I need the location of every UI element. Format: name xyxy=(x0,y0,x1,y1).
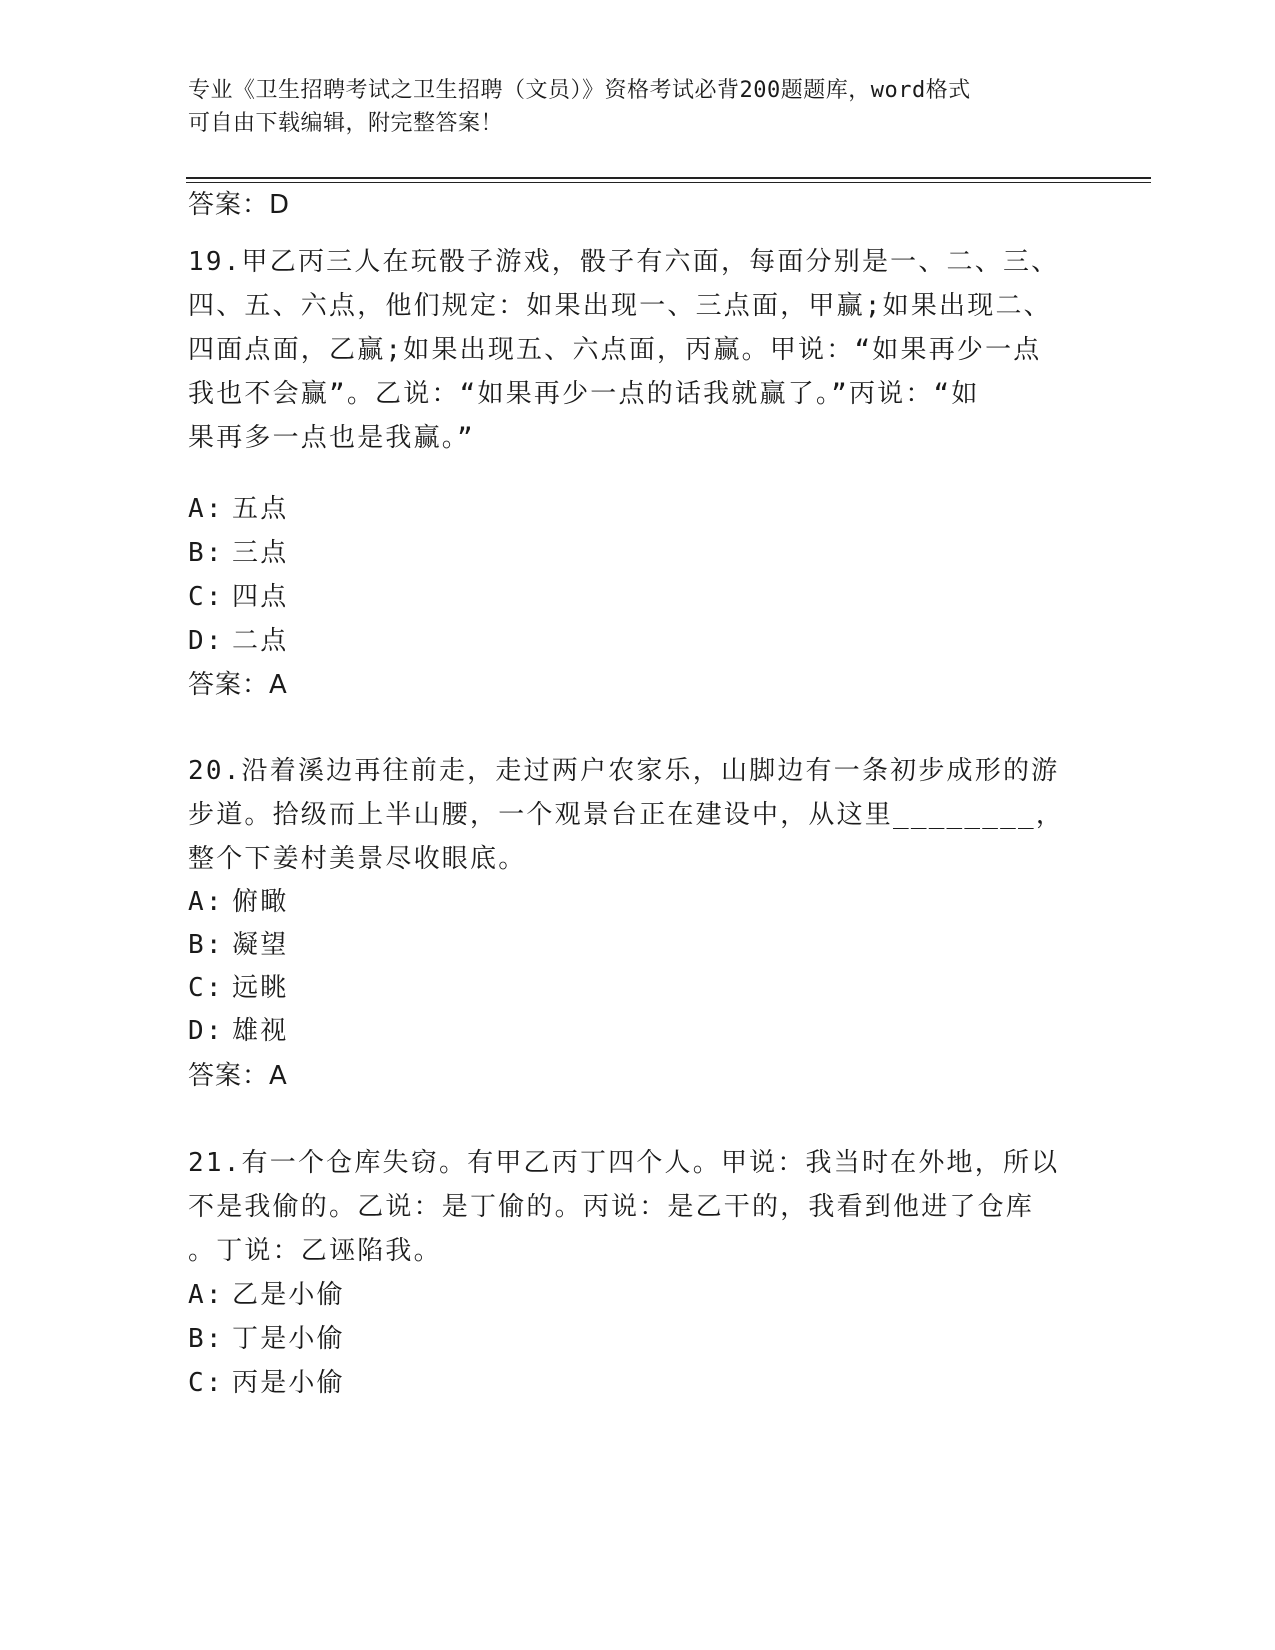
header-divider-thick xyxy=(186,177,1151,179)
q19-line-3: 四面点面，乙赢;如果出现五、六点面，丙赢。甲说：“如果再少一点 xyxy=(188,335,1042,365)
page-header xyxy=(188,74,1068,140)
q20-line-2: 步道。拾级而上半山腰，一个观景台正在建设中，从这里________， xyxy=(188,800,1065,830)
q19-line-5: 果再多一点也是我赢。” xyxy=(188,423,475,453)
option-text: 五点 xyxy=(232,494,289,524)
q21-option-b xyxy=(188,1324,345,1354)
option-key: B: xyxy=(188,1324,224,1354)
option-key: C: xyxy=(188,1368,224,1398)
q20-option-d xyxy=(188,1016,288,1046)
q19-option-b xyxy=(188,538,288,568)
q20-answer: 答案：A xyxy=(188,1061,288,1091)
q20-line-1: 20.沿着溪边再往前走，走过两户农家乐，山脚边有一条初步成形的游 xyxy=(188,756,1060,786)
option-key: C: xyxy=(188,582,224,612)
q21-line-2: 不是我偷的。乙说：是丁偷的。丙说：是乙干的，我看到他进了仓库 xyxy=(188,1192,1035,1222)
option-text: 二点 xyxy=(232,626,289,656)
option-text: 丙是小偷 xyxy=(232,1368,345,1398)
option-text: 远眺 xyxy=(232,973,289,1003)
q19-option-a xyxy=(188,494,288,524)
option-key: B: xyxy=(188,538,224,568)
option-text: 雄视 xyxy=(232,1016,289,1046)
q19-answer: 答案：A xyxy=(188,670,288,700)
option-key: B: xyxy=(188,930,224,960)
option-key: A: xyxy=(188,1280,224,1310)
header-divider-thin xyxy=(186,182,1151,183)
header-line-2: 可自由下载编辑，附完整答案！ xyxy=(188,111,504,136)
q20-option-a xyxy=(188,887,288,917)
option-key: A: xyxy=(188,887,224,917)
option-text: 三点 xyxy=(232,538,289,568)
option-text: 乙是小偷 xyxy=(232,1280,345,1310)
option-text: 凝望 xyxy=(232,930,289,960)
prev-answer: 答案：D xyxy=(188,190,291,220)
q19-line-4: 我也不会赢”。乙说：“如果再少一点的话我就赢了。”丙说：“如 xyxy=(188,379,980,409)
option-key: C: xyxy=(188,973,224,1003)
q20-option-b xyxy=(188,930,288,960)
q19-option-d xyxy=(188,626,288,656)
q21-option-a xyxy=(188,1280,345,1310)
q20-option-c xyxy=(188,973,288,1003)
q21-line-3: 。丁说：乙诬陷我。 xyxy=(188,1236,442,1266)
q20-line-3: 整个下姜村美景尽收眼底。 xyxy=(188,844,527,874)
option-text: 丁是小偷 xyxy=(232,1324,345,1354)
q19-line-1: 19.甲乙丙三人在玩骰子游戏，骰子有六面，每面分别是一、二、三、 xyxy=(188,247,1060,277)
option-key: D: xyxy=(188,626,224,656)
q19-line-2: 四、五、六点，他们规定：如果出现一、三点面，甲赢;如果出现二、 xyxy=(188,291,1052,321)
q19-option-c xyxy=(188,582,288,612)
option-text: 四点 xyxy=(232,582,289,612)
option-key: D: xyxy=(188,1016,224,1046)
q21-line-1: 21.有一个仓库失窃。有甲乙丙丁四个人。甲说：我当时在外地，所以 xyxy=(188,1148,1060,1178)
option-text: 俯瞰 xyxy=(232,887,289,917)
header-line-1: 专业《卫生招聘考试之卫生招聘（文员）》资格考试必背200题题库，word格式 xyxy=(188,78,971,103)
option-key: A: xyxy=(188,494,224,524)
q21-option-c xyxy=(188,1368,345,1398)
